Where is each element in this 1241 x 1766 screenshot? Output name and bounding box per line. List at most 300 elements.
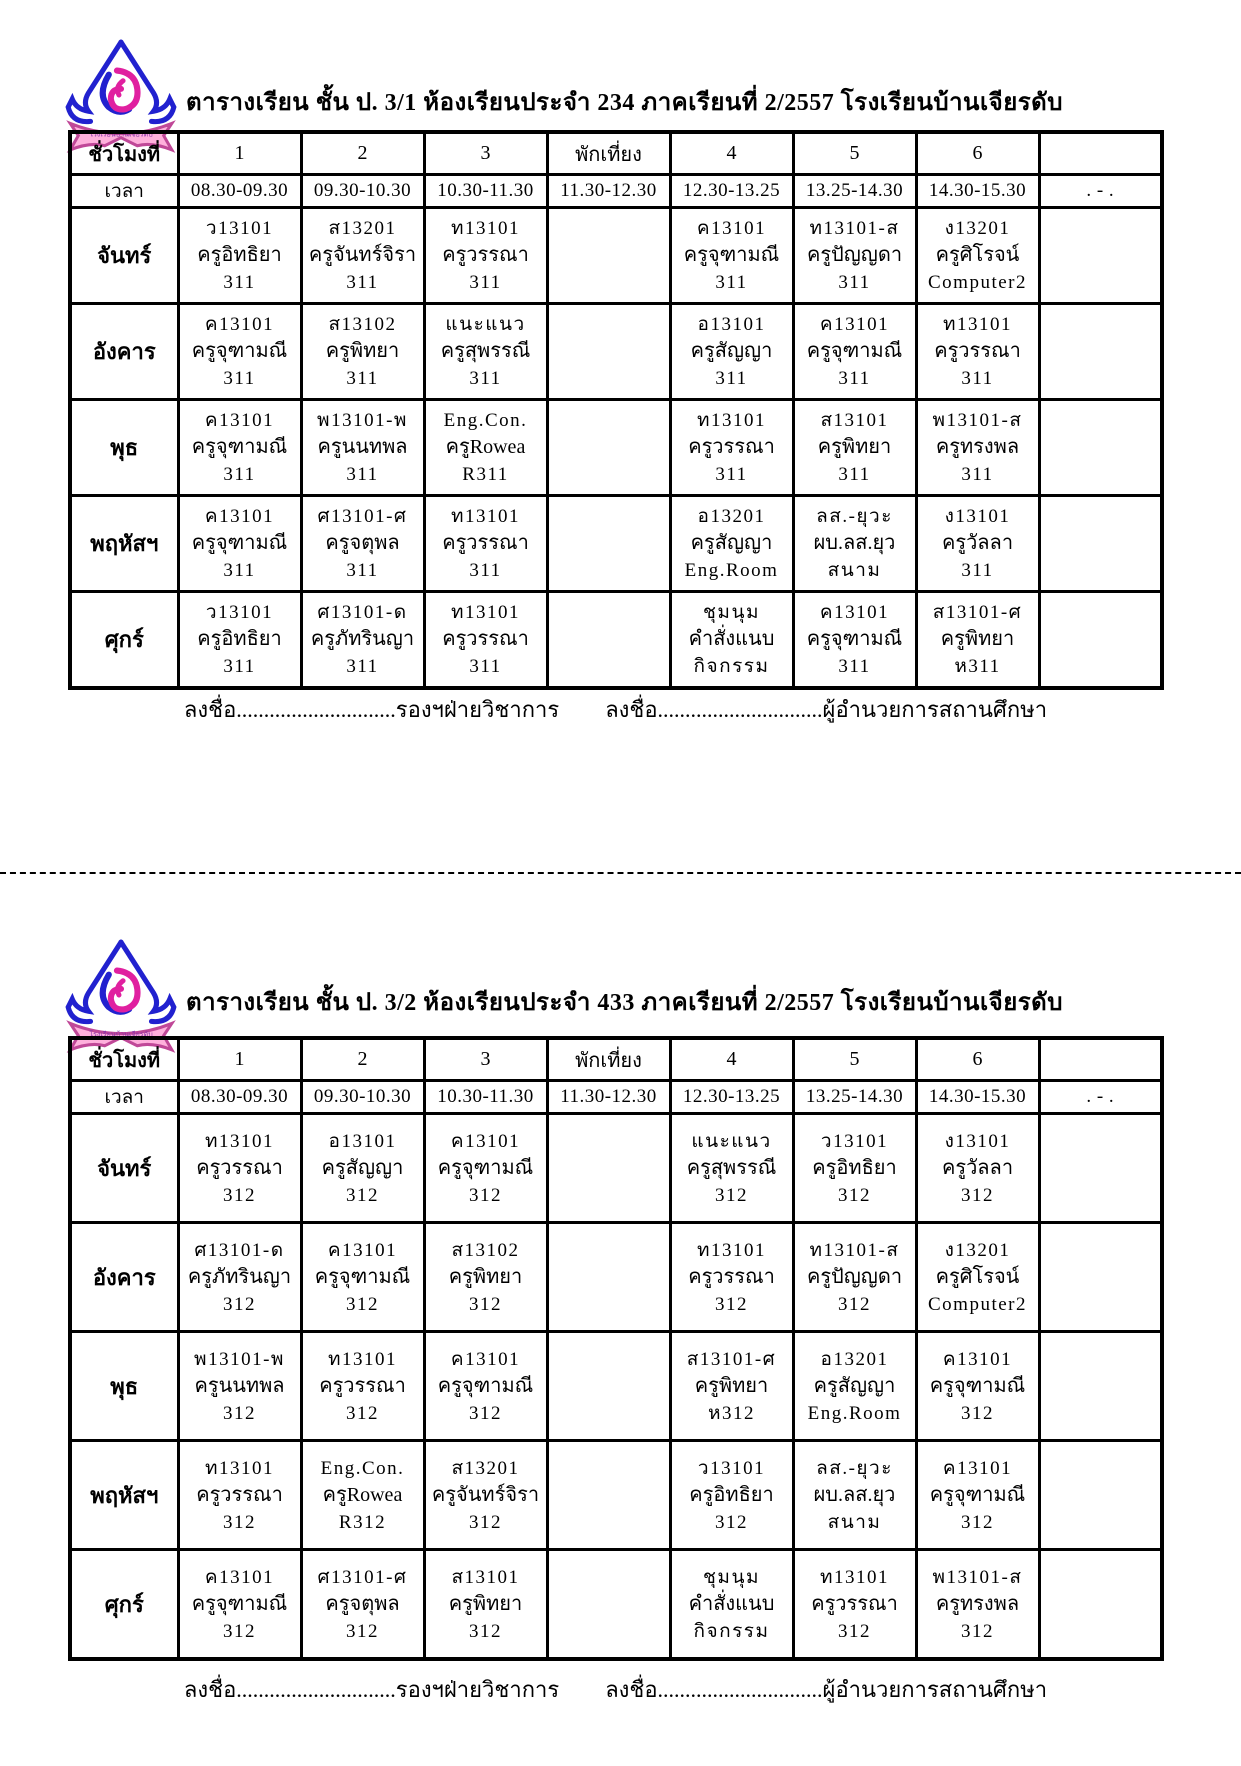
lunch-header: พักเที่ยง <box>547 132 670 175</box>
trailing-empty-cell <box>1039 496 1162 592</box>
course-code: ท13101 <box>942 314 1013 335</box>
course-room: R311 <box>462 464 509 485</box>
lunch-empty-cell <box>547 400 670 496</box>
lunch-empty-cell <box>547 1332 670 1441</box>
course-teacher: ครูจุฑามณี <box>314 1265 411 1288</box>
day-row <box>70 592 1162 689</box>
course-cell <box>178 1223 301 1332</box>
course-cell <box>424 1332 547 1441</box>
course-cell <box>424 1550 547 1660</box>
course-teacher: ครูวรรณา <box>934 340 1021 362</box>
course-room: 312 <box>223 1293 256 1315</box>
course-room: 312 <box>223 1620 256 1642</box>
course-teacher: ครูจุฑามณี <box>929 1483 1026 1506</box>
course-teacher: ครูทรงพล <box>935 1592 1020 1615</box>
course-cell <box>793 1332 916 1441</box>
timetable-1 <box>68 130 1164 690</box>
course-teacher: ครูอิทธิยา <box>197 244 282 266</box>
period-number-header: 5 <box>793 132 916 175</box>
course-room: 312 <box>469 1184 502 1206</box>
time-cell: 10.30-11.30 <box>424 175 547 208</box>
course-teacher: ครูสุพรรณี <box>686 1156 777 1179</box>
course-room: ห312 <box>707 1402 756 1424</box>
course-cell <box>178 496 301 592</box>
course-room: 311 <box>469 272 502 293</box>
course-teacher: ครูวัลลา <box>941 532 1014 554</box>
course-cell <box>670 496 793 592</box>
course-code: ค13101 <box>819 314 890 335</box>
course-teacher: คำสั่งแนบ <box>688 1592 775 1615</box>
course-code: ส13201 <box>328 218 397 239</box>
crest-swirl-icon <box>103 971 138 1012</box>
time-cell: 12.30-13.25 <box>670 1081 793 1114</box>
course-cell <box>793 1441 916 1550</box>
course-cell <box>301 1441 424 1550</box>
trailing-empty-cell <box>1039 208 1162 304</box>
course-cell <box>670 400 793 496</box>
course-code: ส13101-ศ <box>686 1348 777 1370</box>
course-cell <box>670 208 793 304</box>
course-cell <box>916 1332 1039 1441</box>
period-header-row <box>70 1038 1162 1081</box>
course-cell <box>670 1114 793 1223</box>
period-number-header: 6 <box>916 1038 1039 1081</box>
timetable-2 <box>68 1036 1164 1661</box>
time-cell: 14.30-15.30 <box>916 175 1039 208</box>
course-room: 312 <box>346 1293 379 1315</box>
course-cell <box>301 1223 424 1332</box>
course-teacher: ครูศิโรจน์ <box>935 1265 1020 1288</box>
day-row <box>70 304 1162 400</box>
course-cell <box>793 496 916 592</box>
course-teacher: ครูจุฑามณี <box>437 1374 534 1397</box>
course-room: 311 <box>346 368 379 389</box>
day-row <box>70 208 1162 304</box>
trailing-empty-cell <box>1039 592 1162 689</box>
course-cell <box>178 1114 301 1223</box>
course-teacher: ครูภัทรินญา <box>187 1265 292 1288</box>
course-code: แนะแนว <box>445 314 526 335</box>
course-teacher: ครูจุฑามณี <box>437 1156 534 1179</box>
course-room: 311 <box>223 272 256 293</box>
day-row <box>70 1114 1162 1223</box>
crest-swirl-icon <box>103 71 138 112</box>
period-number-header: 1 <box>178 132 301 175</box>
course-cell <box>793 1114 916 1223</box>
course-teacher: คำสั่งแนบ <box>688 628 775 650</box>
time-blank-cell: . - . <box>1039 1081 1162 1114</box>
course-teacher: ครูพิทยา <box>325 340 400 362</box>
course-code: ส13201 <box>451 1457 520 1479</box>
course-cell <box>424 400 547 496</box>
course-code: ศ13101-ด <box>317 602 408 623</box>
time-cell: 14.30-15.30 <box>916 1081 1039 1114</box>
signature-academic-deputy: ลงชื่อ.............................รองฯฝ่ายวิชาการ <box>183 1677 560 1702</box>
trailing-empty-cell <box>1039 1332 1162 1441</box>
blank-header <box>1039 132 1162 175</box>
course-room: 311 <box>469 368 502 389</box>
course-teacher: ครูจันทร์จิรา <box>308 244 417 266</box>
course-room: 311 <box>223 560 256 581</box>
course-cell <box>916 1441 1039 1550</box>
course-teacher: ครูจุฑามณี <box>929 1374 1026 1397</box>
time-blank-cell: . - . <box>1039 175 1162 208</box>
course-teacher: ครูนนทพล <box>317 436 408 458</box>
period-header-row <box>70 132 1162 175</box>
course-code: ศ13101-ศ <box>317 1566 408 1588</box>
period-number-header: 6 <box>916 132 1039 175</box>
course-code: ค13101 <box>204 410 275 431</box>
course-code: อ13101 <box>697 314 766 335</box>
time-cell: 12.30-13.25 <box>670 175 793 208</box>
trailing-empty-cell <box>1039 1441 1162 1550</box>
course-code: ส13101 <box>820 410 889 431</box>
time-cell: 08.30-09.30 <box>178 1081 301 1114</box>
course-code: ค13101 <box>327 1239 398 1261</box>
course-room: 311 <box>715 368 748 389</box>
day-name: ศุกร์ <box>70 1550 178 1660</box>
course-room: 312 <box>223 1184 256 1206</box>
time-label: เวลา <box>70 175 178 208</box>
period-number-header: 1 <box>178 1038 301 1081</box>
course-cell <box>793 400 916 496</box>
course-room: 311 <box>346 464 379 485</box>
day-name: พฤหัสฯ <box>70 496 178 592</box>
day-row <box>70 1441 1162 1550</box>
period-number-header: 4 <box>670 132 793 175</box>
day-name: พฤหัสฯ <box>70 1441 178 1550</box>
course-code: ค13101 <box>942 1348 1013 1370</box>
course-room: 312 <box>469 1511 502 1533</box>
course-room: 312 <box>961 1620 994 1642</box>
time-cell: 08.30-09.30 <box>178 175 301 208</box>
course-code: ค13101 <box>696 218 767 239</box>
course-code: ท13101 <box>450 602 521 623</box>
period-number-header: 2 <box>301 132 424 175</box>
course-code: ท13101 <box>450 506 521 527</box>
time-cell: 11.30-12.30 <box>547 175 670 208</box>
time-row <box>70 175 1162 208</box>
lunch-empty-cell <box>547 208 670 304</box>
course-cell <box>424 208 547 304</box>
course-room: 312 <box>838 1620 871 1642</box>
course-teacher: ครูจุฑามณี <box>806 628 903 650</box>
time-cell: 10.30-11.30 <box>424 1081 547 1114</box>
course-cell <box>670 1332 793 1441</box>
course-teacher: ครูศิโรจน์ <box>935 244 1020 266</box>
course-room: Computer2 <box>928 1293 1027 1315</box>
crest-banner-text: โรงเรียนบ้านเจียรดับ <box>89 1030 153 1039</box>
day-name: ศุกร์ <box>70 592 178 689</box>
schedule-title: ตารางเรียน ชั้น ป. 3/1 ห้องเรียนประจำ 234 ภาคเรียนที่ 2/2557 โรงเรียนบ้านเจียรดับ <box>186 90 1063 116</box>
course-code: ค13101 <box>204 1566 275 1588</box>
course-code: ท13101 <box>204 1130 275 1152</box>
course-room: 311 <box>469 656 502 677</box>
course-code: Eng.Con. <box>443 410 528 431</box>
course-cell <box>670 304 793 400</box>
course-cell <box>424 592 547 689</box>
course-room: กิจกรรม <box>693 656 770 677</box>
course-teacher: ครูวัลลา <box>941 1156 1014 1179</box>
course-room: Eng.Room <box>684 560 779 581</box>
course-cell <box>301 400 424 496</box>
course-room: 312 <box>961 1402 994 1424</box>
signature-director: ลงชื่อ..............................ผู้อำนวยการสถานศึกษา <box>605 1677 1048 1702</box>
course-cell <box>178 1332 301 1441</box>
signature-line <box>68 1672 1163 1707</box>
day-name: อังคาร <box>70 1223 178 1332</box>
course-code: ท13101 <box>327 1348 398 1370</box>
course-code: ลส.-ยุวะ <box>816 1457 893 1479</box>
course-teacher: ครูจตุพล <box>325 1592 400 1615</box>
day-row <box>70 1332 1162 1441</box>
course-code: ค13101 <box>204 506 275 527</box>
course-room: กิจกรรม <box>693 1620 770 1642</box>
lunch-empty-cell <box>547 1223 670 1332</box>
course-code: ศ13101-ด <box>194 1239 285 1261</box>
course-room: R312 <box>338 1511 387 1533</box>
period-number-header: 4 <box>670 1038 793 1081</box>
course-room: 312 <box>715 1511 748 1533</box>
course-teacher: ครูสัญญา <box>813 1374 896 1397</box>
course-room: 311 <box>223 368 256 389</box>
course-teacher: ครูนนทพล <box>194 1374 285 1397</box>
course-room: 311 <box>223 464 256 485</box>
course-code: ส13101 <box>451 1566 520 1588</box>
course-teacher: ครูจุฑามณี <box>191 1592 288 1615</box>
course-cell <box>793 304 916 400</box>
course-teacher: ครูปัญญดา <box>806 1265 903 1288</box>
course-room: 312 <box>346 1620 379 1642</box>
course-teacher: ครูจุฑามณี <box>191 436 288 458</box>
course-cell <box>424 1441 547 1550</box>
course-teacher: ครูวรรณา <box>442 532 529 554</box>
course-teacher: ครูจตุพล <box>325 532 400 554</box>
course-room: 312 <box>469 1620 502 1642</box>
course-cell <box>916 1114 1039 1223</box>
course-code: ชุมนุม <box>703 1566 760 1588</box>
course-room: 311 <box>838 368 871 389</box>
course-code: ง13101 <box>944 506 1011 527</box>
course-teacher: ครูอิทธิยา <box>197 628 282 650</box>
course-teacher: ครูพิทยา <box>817 436 892 458</box>
period-number-header: 5 <box>793 1038 916 1081</box>
course-code: ง13201 <box>944 218 1011 239</box>
course-cell <box>301 592 424 689</box>
day-name: จันทร์ <box>70 1114 178 1223</box>
course-code: Eng.Con. <box>320 1457 405 1479</box>
schedule-title: ตารางเรียน ชั้น ป. 3/2 ห้องเรียนประจำ 433 ภาคเรียนที่ 2/2557 โรงเรียนบ้านเจียรดับ <box>186 990 1063 1016</box>
day-name: พุธ <box>70 400 178 496</box>
course-teacher: ผบ.ลส.ยุว <box>813 1483 896 1506</box>
course-room: สนาม <box>827 560 882 581</box>
blank-header <box>1039 1038 1162 1081</box>
course-code: ท13101 <box>450 218 521 239</box>
course-room: Eng.Room <box>807 1402 902 1424</box>
course-room: 311 <box>715 272 748 293</box>
crest-banner-text: โรงเรียนบ้านเจียรดับ <box>89 130 153 139</box>
course-cell <box>178 400 301 496</box>
course-code: ค13101 <box>819 602 890 623</box>
course-teacher: ครูจุฑามณี <box>806 340 903 362</box>
course-cell <box>424 1223 547 1332</box>
course-code: อ13101 <box>328 1130 397 1152</box>
time-cell: 09.30-10.30 <box>301 1081 424 1114</box>
course-teacher: ครูจุฑามณี <box>191 532 288 554</box>
course-code: ว13101 <box>820 1130 889 1152</box>
course-cell <box>424 1114 547 1223</box>
course-code: พ13101-พ <box>317 410 408 431</box>
course-cell <box>916 592 1039 689</box>
lunch-empty-cell <box>547 1114 670 1223</box>
course-teacher: ครูวรรณา <box>688 1265 775 1288</box>
course-cell <box>670 592 793 689</box>
course-room: 311 <box>346 656 379 677</box>
course-cell <box>178 304 301 400</box>
time-cell: 09.30-10.30 <box>301 175 424 208</box>
course-code: ค13101 <box>204 314 275 335</box>
course-teacher: ครูสัญญา <box>690 532 773 554</box>
course-room: 312 <box>223 1511 256 1533</box>
course-teacher: ครูวรรณา <box>196 1156 283 1179</box>
course-code: ว13101 <box>205 218 274 239</box>
course-teacher: ครูอิทธิยา <box>689 1483 774 1506</box>
course-teacher: ครูจันทร์จิรา <box>431 1483 540 1506</box>
course-code: ง13101 <box>944 1130 1011 1152</box>
course-cell <box>178 1550 301 1660</box>
course-room: 312 <box>715 1293 748 1315</box>
schedule-section-1 <box>0 0 1241 872</box>
period-header-label: ชั่วโมงที่ <box>70 132 178 175</box>
course-cell <box>301 208 424 304</box>
course-cell <box>178 1441 301 1550</box>
course-room: 311 <box>715 464 748 485</box>
course-code: ค13101 <box>450 1130 521 1152</box>
course-room: 312 <box>469 1402 502 1424</box>
course-teacher: ครูวรรณา <box>442 244 529 266</box>
course-room: 312 <box>469 1293 502 1315</box>
period-number-header: 2 <box>301 1038 424 1081</box>
course-room: 311 <box>838 656 871 677</box>
lunch-header: พักเที่ยง <box>547 1038 670 1081</box>
course-room: 312 <box>961 1184 994 1206</box>
day-row <box>70 1550 1162 1660</box>
course-teacher: ครูRowea <box>322 1483 403 1506</box>
course-cell <box>670 1223 793 1332</box>
trailing-empty-cell <box>1039 1550 1162 1660</box>
course-code: แนะแนว <box>691 1130 772 1152</box>
course-room: ห311 <box>954 656 1001 677</box>
course-cell <box>178 592 301 689</box>
course-teacher: ครูวรรณา <box>811 1592 898 1615</box>
trailing-empty-cell <box>1039 400 1162 496</box>
course-teacher: ครูพิทยา <box>448 1265 523 1288</box>
lunch-empty-cell <box>547 1550 670 1660</box>
course-teacher: ครูสัญญา <box>321 1156 404 1179</box>
signature-academic-deputy: ลงชื่อ.............................รองฯฝ่ายวิชาการ <box>183 697 560 722</box>
course-room: 312 <box>961 1511 994 1533</box>
course-room: 311 <box>469 560 502 581</box>
course-cell <box>424 304 547 400</box>
course-room: 311 <box>961 368 994 389</box>
course-teacher: ครูจุฑามณี <box>191 340 288 362</box>
course-cell <box>301 1332 424 1441</box>
course-code: ง13201 <box>944 1239 1011 1261</box>
course-room: 312 <box>346 1184 379 1206</box>
course-room: 311 <box>346 272 379 293</box>
course-teacher: ครูวรรณา <box>442 628 529 650</box>
course-code: อ13201 <box>820 1348 889 1370</box>
course-cell <box>178 208 301 304</box>
course-cell <box>301 304 424 400</box>
course-room: 312 <box>346 1402 379 1424</box>
course-cell <box>793 592 916 689</box>
course-room: 312 <box>838 1293 871 1315</box>
course-room: 311 <box>961 464 994 485</box>
day-row <box>70 400 1162 496</box>
course-code: พ13101-ส <box>932 410 1023 431</box>
day-row <box>70 496 1162 592</box>
course-code: ท13101 <box>696 410 767 431</box>
course-teacher: ครูวรรณา <box>319 1374 406 1397</box>
course-room: 312 <box>838 1184 871 1206</box>
time-cell: 13.25-14.30 <box>793 175 916 208</box>
course-cell <box>670 1441 793 1550</box>
course-cell <box>916 304 1039 400</box>
course-teacher: ครูภัทรินญา <box>310 628 415 650</box>
lunch-empty-cell <box>547 304 670 400</box>
course-teacher: ผบ.ลส.ยุว <box>813 532 896 554</box>
course-code: ค13101 <box>450 1348 521 1370</box>
course-room: 312 <box>715 1184 748 1206</box>
trailing-empty-cell <box>1039 304 1162 400</box>
course-cell <box>670 1550 793 1660</box>
course-room: 311 <box>223 656 256 677</box>
course-teacher: ครูพิทยา <box>940 628 1015 650</box>
course-teacher: ครูสุพรรณี <box>440 340 531 362</box>
day-name: จันทร์ <box>70 208 178 304</box>
course-cell <box>916 496 1039 592</box>
course-code: ส13101-ศ <box>932 602 1023 623</box>
course-cell <box>793 1223 916 1332</box>
time-cell: 13.25-14.30 <box>793 1081 916 1114</box>
day-row <box>70 1223 1162 1332</box>
signature-line <box>68 692 1163 727</box>
day-name: อังคาร <box>70 304 178 400</box>
course-cell <box>793 208 916 304</box>
time-cell: 11.30-12.30 <box>547 1081 670 1114</box>
course-code: ชุมนุม <box>703 602 760 623</box>
course-code: ว13101 <box>205 602 274 623</box>
course-cell <box>916 400 1039 496</box>
course-code: ค13101 <box>942 1457 1013 1479</box>
trailing-empty-cell <box>1039 1223 1162 1332</box>
time-row <box>70 1081 1162 1114</box>
course-code: ท13101 <box>696 1239 767 1261</box>
course-code: อ13201 <box>697 506 766 527</box>
course-cell <box>301 1550 424 1660</box>
course-code: ส13102 <box>451 1239 520 1261</box>
course-room: 311 <box>838 464 871 485</box>
course-cell <box>301 496 424 592</box>
course-teacher: ครูทรงพล <box>935 436 1020 458</box>
lunch-empty-cell <box>547 496 670 592</box>
course-teacher: ครูวรรณา <box>196 1483 283 1506</box>
course-code: ท13101 <box>819 1566 890 1588</box>
course-code: ท13101-ส <box>809 218 900 239</box>
lunch-empty-cell <box>547 592 670 689</box>
course-code: ส13102 <box>328 314 397 335</box>
